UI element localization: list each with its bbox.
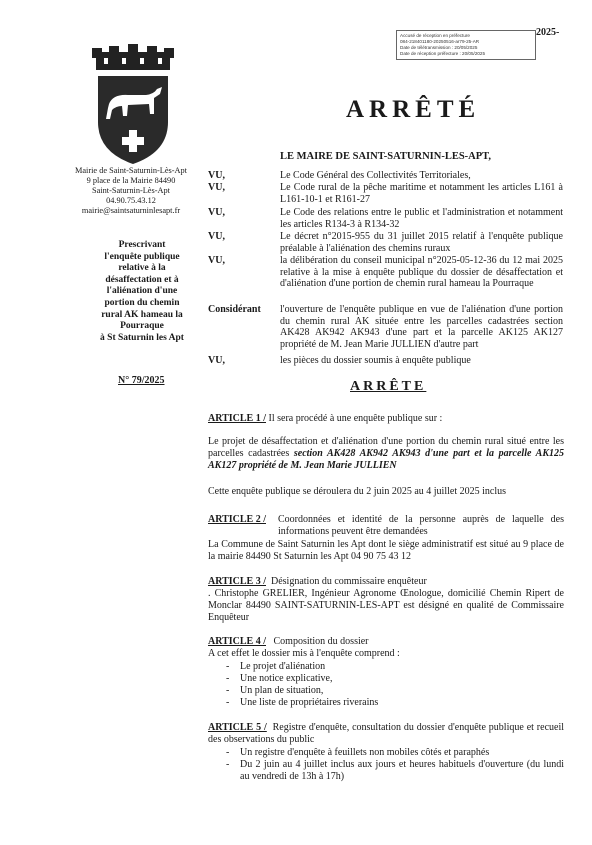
mairie-email: mairie@saintsaturninlesapt.fr xyxy=(81,206,181,215)
article-2-text: La Commune de Saint Saturnin les Apt dont le siège administratif est situé au 9 place de la mairie 84490 St Saturnin les Apt 04 90 75 43 12 xyxy=(208,539,564,562)
arrete-number-fragment: 2025- xyxy=(536,27,560,38)
arrete-heading: ARRÊTE xyxy=(350,379,427,394)
article-1-parcels: section AK428 AK942 AK943 d'une part et la parcelle AK125 AK127 propriété de M. Jean Marie JULLIEN xyxy=(208,448,565,471)
article-1-dates: Cette enquête publique se déroulera du 2 juin 2025 au 4 juillet 2025 inclus xyxy=(208,486,506,497)
stamp-line: Date de réception préfecture : 20/05/2025 xyxy=(400,51,486,56)
article-5-heading xyxy=(208,722,564,746)
stamp-line: Date de télétransmission : 20/05/2025 xyxy=(400,45,478,50)
article-3-label: ARTICLE 3 / xyxy=(208,576,266,587)
article-4-list xyxy=(208,661,564,709)
article-3-text: . Christophe GRELIER, Ingénieur Agronome Œnologue, domicilié Chemin Ripert de Monclar 84490 SAINT-SATURNIN-LES-APT est désigné en qualité de Commissaire Enquêteur xyxy=(208,588,564,623)
consideration-text: Le Code des relations entre le public et l'administration et notamment les articles R134-3 à R134-32 xyxy=(280,207,563,230)
page-title: ARRÊTÉ xyxy=(346,96,481,123)
article-1-label: ARTICLE 1 / xyxy=(208,413,266,424)
article-5-heading-text: Registre d'enquête, consultation du dossier d'enquête publique et recueil des observations du public xyxy=(208,722,565,745)
article-1-body-text: Le projet de désaffectation et d'aliénation d'une portion du chemin rural situé entre les parcelles cadastrées xyxy=(208,436,564,459)
subject-line: l'aliénation d'une xyxy=(106,286,178,297)
stamp-line: 084-218401180-20250516-ar79-25-AR xyxy=(400,39,480,44)
list-item: - Une liste de propriétaires riverains xyxy=(240,697,564,709)
subject-line: Prescrivant xyxy=(118,240,166,250)
article-2-heading xyxy=(208,514,564,538)
consideration-label: Considérant xyxy=(208,304,261,315)
subject-line: désaffectation et à xyxy=(105,274,179,285)
mairie-phone: 04.90.75.43.12 xyxy=(106,196,156,205)
consideration-label: VU, xyxy=(208,355,225,366)
subject-line: relative à la xyxy=(118,263,166,274)
article-4-label: ARTICLE 4 / xyxy=(208,636,266,647)
mayor-heading: LE MAIRE DE SAINT-SATURNIN-LES-APT, xyxy=(280,151,492,162)
article-4-heading xyxy=(208,636,564,648)
article-3-heading-text: Désignation du commissaire enquêteur xyxy=(271,576,427,587)
consideration-label: VU, xyxy=(208,170,225,181)
mairie-name: Mairie de Saint-Saturnin-Lès-Apt xyxy=(75,166,187,175)
consideration-text: Le Code Général des Collectivités Territoriales, xyxy=(280,170,471,181)
article-3-heading xyxy=(208,576,564,588)
consideration-text: l'ouverture de l'enquête publique en vue de l'aliénation d'une portion du chemin rural AK située entre les parcelles cadastrées section AK428 AK942 AK943 d'une part et la parcelle AK125 AK127 propriété de M. Jean Marie JULLIEN d'autre part xyxy=(280,304,563,350)
stamp-line: Accusé de réception en préfecture xyxy=(400,33,470,38)
article-1-intro xyxy=(208,413,564,425)
article-2-label: ARTICLE 2 / xyxy=(208,514,266,525)
article-5-list xyxy=(208,747,564,783)
mairie-street: 9 place de la Mairie 84490 xyxy=(86,176,176,185)
consideration-label: VU, xyxy=(208,207,225,218)
list-item: - Une notice explicative, xyxy=(240,673,564,685)
prefecture-reception-stamp xyxy=(396,30,536,60)
article-4-heading-text: Composition du dossier xyxy=(273,636,369,647)
article-2-heading-text: Coordonnées et identité de la personne auprès de laquelle des informations peuvent être demandées xyxy=(278,514,564,537)
mairie-address xyxy=(70,166,192,216)
consideration-label: VU, xyxy=(208,231,225,242)
list-item: - Du 2 juin au 4 juillet inclus aux jours et heures habituels d'ouverture (du lundi au vendredi de 13h à 17h) xyxy=(240,759,564,783)
subject-line: à St Saturnin les Apt xyxy=(100,332,184,343)
consideration-label: VU, xyxy=(208,255,225,266)
subject-line: portion du chemin xyxy=(104,297,180,308)
subject-line: Pourraque xyxy=(120,321,164,332)
consideration-text: les pièces du dossier soumis à enquête publique xyxy=(280,355,471,366)
mairie-city: Saint-Saturnin-Lès-Apt xyxy=(92,186,170,195)
consideration-label: VU, xyxy=(208,182,225,193)
list-item: - Un registre d'enquête à feuillets non mobiles côtés et paraphés xyxy=(240,747,564,759)
list-item: - Le projet d'aliénation xyxy=(240,661,564,673)
article-4-intro: A cet effet le dossier mis à l'enquête comprend : xyxy=(208,648,400,659)
arrete-number: N° 79/2025 xyxy=(118,375,165,386)
subject-line: rural AK hameau la xyxy=(101,309,183,320)
list-item: - Un plan de situation, xyxy=(240,685,564,697)
article-1-intro-text: Il sera procédé à une enquête publique sur : xyxy=(268,413,443,424)
article-1-body xyxy=(208,436,564,472)
coat-of-arms-icon xyxy=(78,44,188,166)
consideration-text: Le décret n°2015-955 du 31 juillet 2015 relatif à l'enquête publique préalable à l'aliénation des chemins ruraux xyxy=(280,231,563,254)
consideration-text: Le Code rural de la pêche maritime et notamment les articles L161 à L161-10-1 et R161-27 xyxy=(280,182,563,205)
arrete-subject xyxy=(92,240,192,344)
article-5-label: ARTICLE 5 / xyxy=(208,722,267,733)
subject-line: l'enquête publique xyxy=(104,251,180,262)
consideration-text: la délibération du conseil municipal n°2025-05-12-36 du 12 mai 2025 relative à la mise à enquête publique du dossier de désaffectation et d'aliénation d'une portion de chemin rural hameau la Pourraque xyxy=(280,255,563,289)
